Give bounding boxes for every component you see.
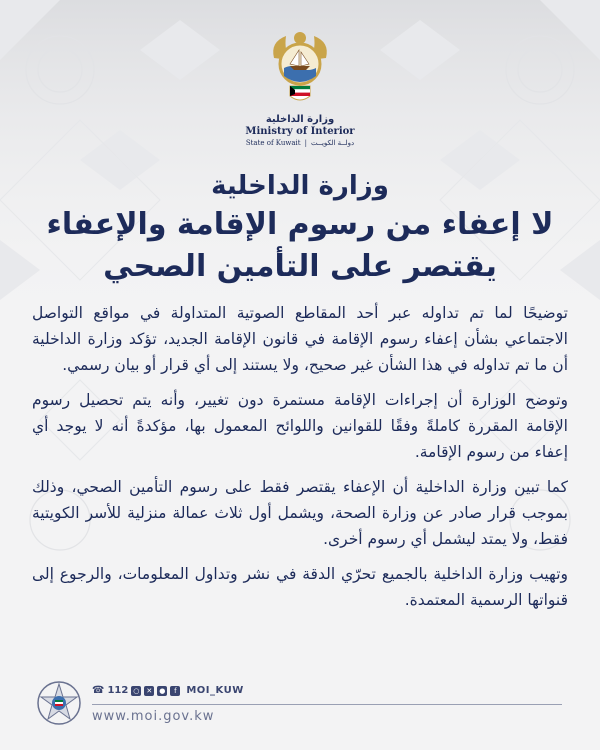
state-name-english: State of Kuwait <box>245 139 301 147</box>
ministry-name-english: Ministry of Interior <box>245 126 355 137</box>
state-name-arabic: دولــة الكويــت <box>310 139 355 147</box>
phone-icon: ☎ <box>92 685 105 696</box>
headline <box>20 168 580 288</box>
headline-line-1: لا إعفاء من رسوم الإقامة والإعفاء <box>46 207 554 242</box>
police-star-badge-icon <box>36 680 82 726</box>
website-url[interactable]: www.moi.gov.kw <box>92 709 215 724</box>
social-links <box>92 685 244 696</box>
x-icon[interactable]: ✕ <box>144 686 154 696</box>
instagram-icon[interactable]: ○ <box>133 686 140 695</box>
headline-ministry: وزارة الداخلية <box>211 171 389 201</box>
statement-body <box>32 300 568 622</box>
footer <box>36 680 576 730</box>
header <box>0 28 600 147</box>
social-handle[interactable]: MOI_KUW <box>186 685 244 696</box>
ministry-name-arabic: وزارة الداخلية <box>265 114 335 125</box>
snapchat-icon[interactable]: ● <box>159 686 166 695</box>
statement-paragraph-4: وتهيب وزارة الداخلية بالجميع تحرّي الدقة في نشر وتداول المعلومات، والرجوع إلى قنواتها الرسمية المعتمدة. <box>32 565 568 609</box>
emergency-phone: 112 <box>107 685 129 696</box>
statement-paragraph-1: توضيحًا لما تم تداوله عبر أحد المقاطع الصوتية المتداولة في مواقع التواصل الاجتماعي بشأن إعفاء رسوم الإقامة في قانون الإقامة الجديد، تؤكد وزارة الداخلية أن ما تم تداوله في هذا الشأن غير صحيح، ولا يستند إلى أي قرار أو بيان رسمي. <box>32 304 568 374</box>
facebook-icon[interactable]: f <box>170 686 180 696</box>
statement-paragraph-3: كما تبين وزارة الداخلية أن الإعفاء يقتصر فقط على رسوم التأمين الصحي، وذلك بموجب قرار صادر عن وزارة الصحة، ويشمل أول ثلاث عمالة منزلية للأسر الكويتية فقط، ولا يمتد ليشمل أي رسوم أخرى. <box>32 478 568 548</box>
kuwait-coat-of-arms-icon <box>268 28 332 108</box>
headline-line-2: يقتصر على التأمين الصحي <box>103 249 497 284</box>
state-separator: | <box>304 139 307 147</box>
state-line <box>0 139 600 147</box>
footer-divider <box>92 704 562 705</box>
statement-paragraph-2: وتوضح الوزارة أن إجراءات الإقامة مستمرة دون تغيير، وأنه يتم تحصيل رسوم الإقامة المقررة كاملةً وفقًا للقوانين واللوائح المعمول بها، مؤكدةً أنه لا يوجد أي إعفاء من رسوم الإقامة. <box>32 391 568 461</box>
